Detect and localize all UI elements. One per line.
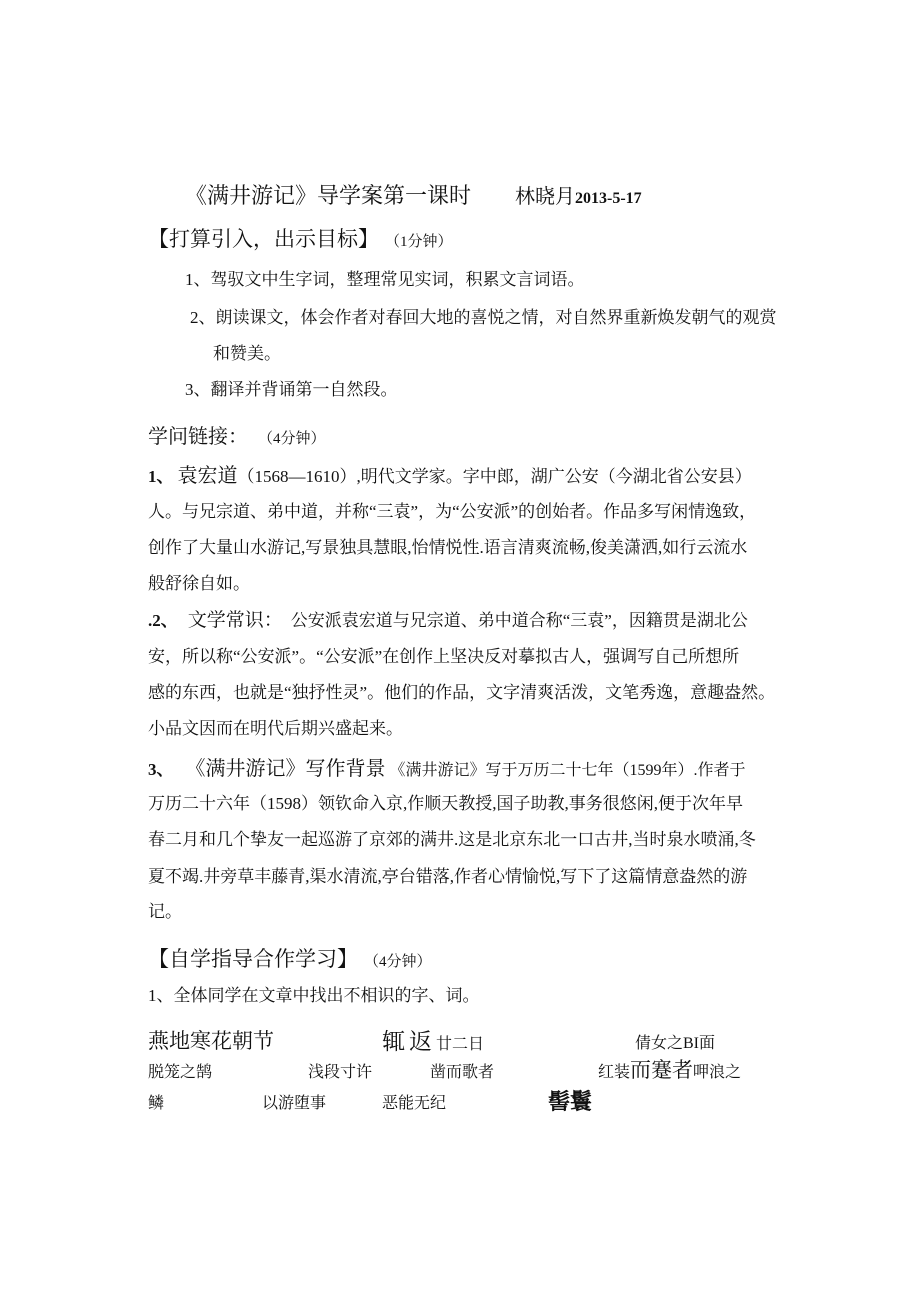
vocab-term: 恶能无纪 — [382, 1095, 447, 1112]
goal-item: 1、驾驭文中生字词，整理常见实词，积累文言词语。 — [185, 270, 585, 289]
vocab-term-part: 廿二日 — [436, 1036, 485, 1053]
knowledge-time: （4分钟） — [258, 431, 326, 447]
vocab-term-part: 红装 — [598, 1064, 631, 1081]
entry-text: （1568—1610）,明代文学家。字中郎，湖广公安（今湖北省公安县） — [237, 467, 752, 486]
vocab-term: 燕地寒花朝节 — [148, 1029, 274, 1053]
goal-item-continuation: 和赞美。 — [213, 344, 281, 363]
section-goals-heading — [148, 228, 453, 251]
entry-head: 文学常识： — [187, 610, 283, 631]
knowledge-entry-2-line — [148, 611, 748, 632]
entry-text: 记。 — [148, 902, 182, 921]
vocab-term: 浅段寸许 — [308, 1064, 373, 1081]
entry-text: 人。与兄宗道、弟中道，并称“三袁”，为“公安派”的创始者。作品多写闲情逸致， — [148, 502, 757, 521]
vocab-term-part: 呷浪之 — [693, 1064, 742, 1081]
vocab-term-part: 辄返 — [382, 1029, 436, 1054]
section-heading-text: 【自学指导合作学习】 — [148, 947, 358, 971]
vocab-term: 髻鬟 — [548, 1089, 593, 1114]
author-name: 林晓月 — [515, 186, 576, 208]
knowledge-heading — [148, 426, 326, 448]
title-text: 《满井游记》导学案第一课时 — [185, 183, 472, 208]
vocab-term: 凿而歌者 — [430, 1064, 495, 1081]
vocab-term — [598, 1059, 741, 1082]
title-date: 2013-5-17 — [575, 190, 642, 207]
entry-text: 公安派袁宏道与兄宗道、弟中道合称“三袁”，因籍贯是湖北公 — [290, 611, 748, 630]
entry-number: 3、 — [148, 760, 174, 779]
vocab-term: 倩女之BI面 — [635, 1035, 716, 1052]
entry-head: 《满井游记》写作背景 — [185, 758, 386, 780]
document-title — [185, 184, 642, 208]
goal-item: 2、朗读课文，体会作者对春回大地的喜悦之情，对自然界重新焕发朝气的观赏 — [190, 308, 777, 327]
entry-number: 1、 — [148, 467, 174, 486]
vocab-term — [382, 1029, 484, 1054]
section-selfstudy-heading — [148, 948, 432, 971]
section-heading-text: 【打算引入，出示目标】 — [148, 227, 379, 251]
entry-number: .2、 — [148, 611, 178, 630]
knowledge-entry-1-line — [148, 465, 752, 487]
vocab-term: 鳞 — [148, 1095, 165, 1112]
goal-item: 3、翻译并背诵第一自然段。 — [185, 380, 398, 399]
entry-text: 般舒徐自如。 — [148, 574, 250, 593]
entry-text: 夏不竭.井旁草丰藤青,渠水清流,亭台错落,作者心情愉悦,写下了这篇情意盎然的游 — [148, 867, 748, 886]
vocab-term: 脱笼之鹄 — [148, 1064, 213, 1081]
knowledge-heading-text: 学问链接： — [148, 426, 248, 448]
vocab-term: 以游堕事 — [262, 1095, 327, 1112]
entry-text: 《满井游记》写于万历二十七年（1599年）.作者于 — [389, 762, 746, 779]
entry-text: 春二月和几个挚友一起巡游了京郊的满井.这是北京东北一口古井,当时泉水喷涌,冬 — [148, 830, 756, 849]
section-time: （4分钟） — [364, 954, 432, 970]
entry-text: 创作了大量山水游记,写景独具慧眼,怡情悦性.语言清爽流畅,俊美潇洒,如行云流水 — [148, 538, 748, 557]
knowledge-entry-3-line — [148, 758, 746, 780]
entry-head: 袁宏道 — [177, 465, 238, 487]
entry-text: 感的东西，也就是“独抒性灵”。他们的作品，文字清爽活泼，文笔秀逸，意趣盎然。 — [148, 683, 776, 702]
selfstudy-task: 1、全体同学在文章中找出不相识的字、词。 — [148, 986, 480, 1005]
entry-text: 安，所以称“公安派”。“公安派”在创作上坚决反对摹拟古人，强调写自己所想所 — [148, 647, 740, 666]
section-time: （1分钟） — [385, 234, 453, 250]
entry-text: 小品文因而在明代后期兴盛起来。 — [148, 719, 403, 738]
vocab-term-part: 而蹇者 — [630, 1058, 694, 1082]
entry-text: 万历二十六年（1598）领钦命入京,作顺天教授,国子助教,事务很悠闲,便于次年早 — [148, 794, 743, 813]
